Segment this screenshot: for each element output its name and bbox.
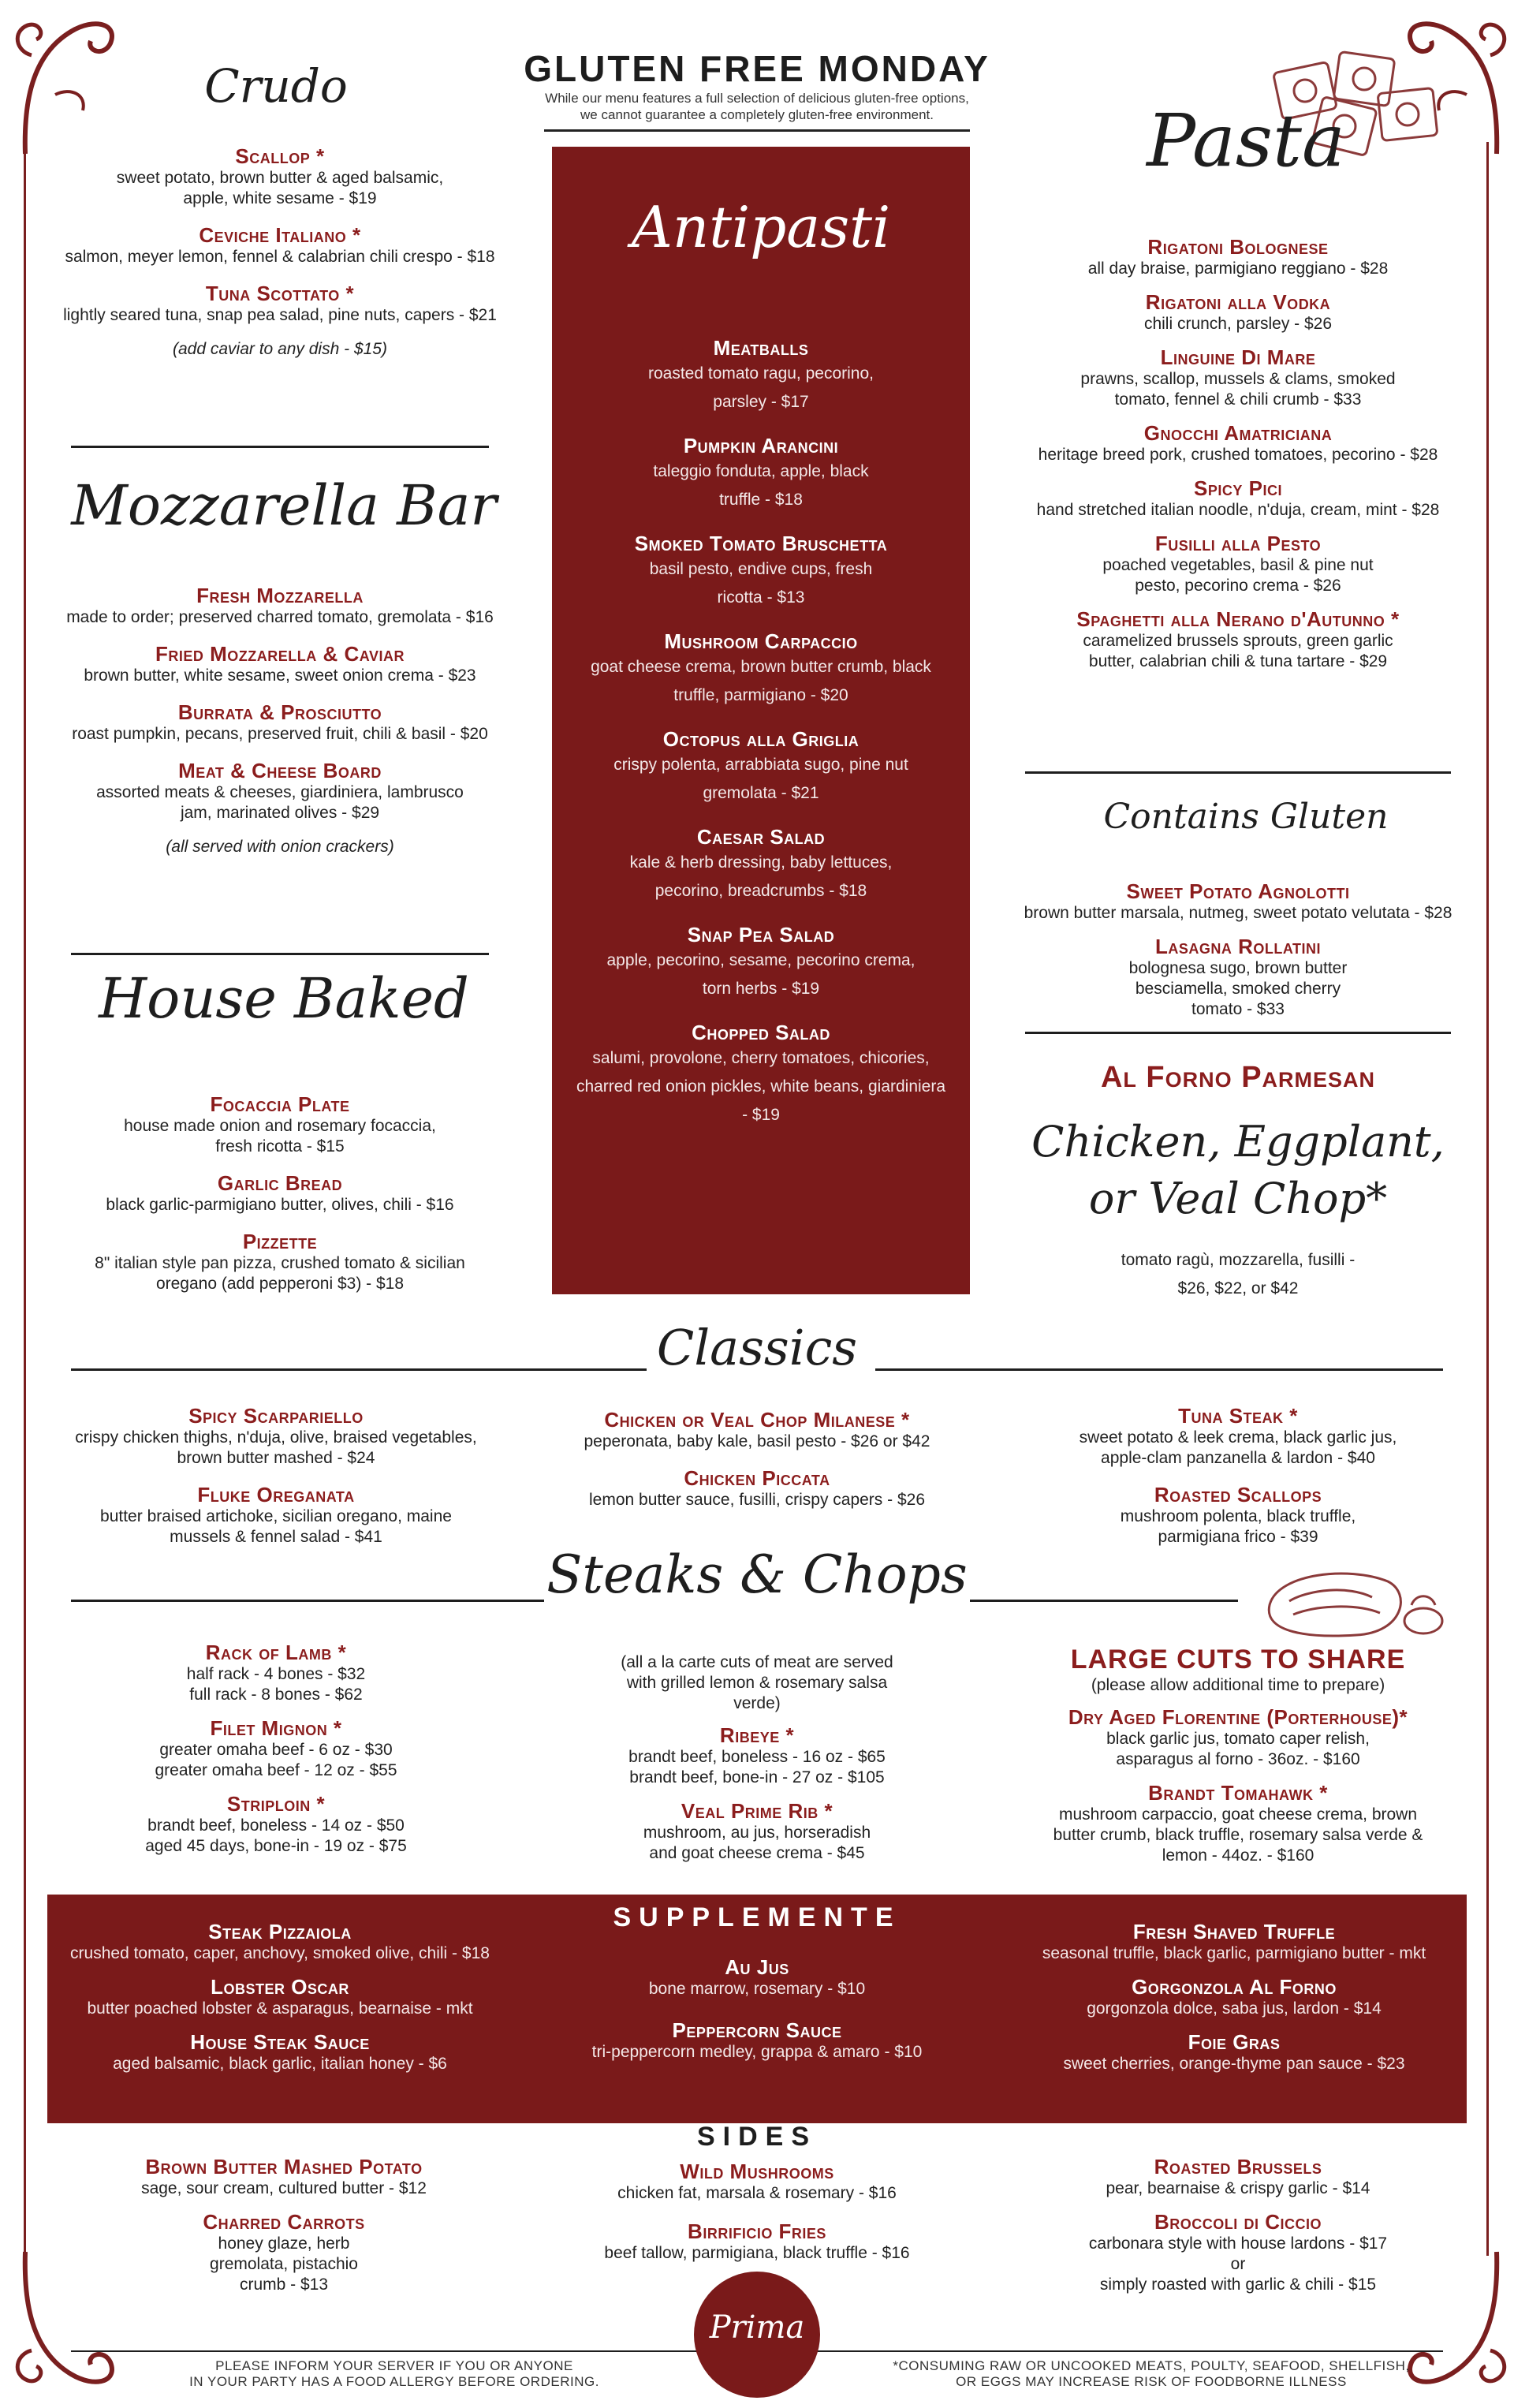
item-desc: brandt beef, boneless - 16 oz - $65 bbox=[628, 1748, 886, 1766]
menu-item bbox=[1001, 1975, 1467, 2019]
item-name: Ribeye * bbox=[719, 1723, 795, 1747]
item-desc: lightly seared tuna, snap pea salad, pine nuts, capers - $21 bbox=[63, 306, 497, 324]
item-name: Peppercorn Sauce bbox=[672, 2018, 842, 2042]
item-desc: sweet cherries, orange-thyme pan sauce - $23 bbox=[1063, 2055, 1405, 2073]
menu-item bbox=[564, 434, 958, 514]
header-rule bbox=[544, 129, 970, 132]
item-name: Rigatoni alla Vodka bbox=[1145, 290, 1331, 314]
menu-item bbox=[564, 825, 958, 905]
menu-item bbox=[1001, 2210, 1475, 2295]
item-name: Rack of Lamb * bbox=[205, 1641, 347, 1664]
steaks-left bbox=[47, 1641, 505, 1871]
house-baked-heading: House Baked bbox=[99, 966, 469, 1031]
menu-item bbox=[35, 584, 524, 628]
item-desc: black garlic jus, tomato caper relish, asparagus al forno - 36oz. - $160 bbox=[1106, 1730, 1370, 1768]
menu-item bbox=[564, 532, 958, 612]
item-name: Roasted Scallops bbox=[1154, 1483, 1322, 1506]
menu-item bbox=[47, 2155, 520, 2199]
gluten-disclaimer-line-2: we cannot guarantee a completely gluten-free environment. bbox=[580, 107, 934, 122]
item-name: Lobster Oscar bbox=[211, 1975, 349, 1999]
item-desc: house made onion and rosemary focaccia, fresh ricotta - $15 bbox=[124, 1117, 436, 1155]
menu-item bbox=[528, 2018, 986, 2063]
al-forno-desc: tomato ragù, mozzarella, fusilli - bbox=[1121, 1251, 1356, 1269]
item-name: Au Jus bbox=[725, 1955, 789, 1979]
item-name: Ceviche Italiano * bbox=[199, 223, 361, 247]
item-name: Lasagna Rollatini bbox=[1154, 935, 1322, 958]
contains-gluten-section bbox=[994, 879, 1482, 1034]
allergy-notice bbox=[150, 2358, 639, 2390]
classics-rule-left bbox=[71, 1368, 647, 1371]
large-cuts-heading: LARGE CUTS TO SHARE bbox=[1070, 1645, 1406, 1674]
item-desc: aged 45 days, bone-in - 19 oz - $75 bbox=[145, 1837, 407, 1855]
item-desc: roast pumpkin, pecans, preserved fruit, chili & basil - $20 bbox=[72, 725, 488, 743]
large-cuts-section bbox=[1001, 1645, 1475, 1880]
item-name: Octopus alla Griglia bbox=[662, 727, 860, 751]
item-desc: full rack - 8 bones - $62 bbox=[189, 1686, 363, 1704]
item-desc: chicken fat, marsala & rosemary - $16 bbox=[617, 2184, 897, 2202]
item-desc: butter braised artichoke, sicilian oregano, maine mussels & fennel salad - $41 bbox=[100, 1507, 452, 1546]
prima-logo bbox=[694, 2272, 820, 2398]
menu-header bbox=[442, 47, 1072, 132]
sides-center bbox=[536, 2160, 978, 2278]
item-name: Fried Mozzarella & Caviar bbox=[155, 642, 405, 666]
page-title: GLUTEN FREE MONDAY bbox=[524, 48, 990, 89]
steak-illustration bbox=[1254, 1558, 1451, 1645]
mozzarella-bar-heading: Mozzarella Bar bbox=[71, 473, 497, 538]
menu-item bbox=[47, 1404, 505, 1469]
left-border bbox=[24, 142, 26, 2256]
item-name: Fusilli alla Pesto bbox=[1154, 532, 1322, 555]
menu-item bbox=[1001, 1705, 1475, 1770]
menu-item bbox=[35, 223, 524, 267]
item-desc: hand stretched italian noodle, n'duja, cream, mint - $28 bbox=[1036, 501, 1440, 519]
steaks-chops-heading: Steaks & Chops bbox=[546, 1544, 968, 1605]
steaks-rule-right bbox=[970, 1600, 1238, 1602]
antipasti-list bbox=[564, 336, 958, 1147]
item-desc: poached vegetables, basil & pine nut pesto, pecorino crema - $26 bbox=[1102, 556, 1374, 595]
menu-item bbox=[1009, 1483, 1467, 1547]
menu-item bbox=[528, 1955, 986, 1999]
crudo-heading: Crudo bbox=[204, 59, 348, 113]
item-desc: gorgonzola dolce, saba jus, lardon - $14 bbox=[1087, 1999, 1382, 2018]
item-desc: roasted tomato ragu, pecorino, parsley - $17 bbox=[647, 364, 874, 411]
menu-item bbox=[35, 642, 524, 686]
item-desc: brown butter marsala, nutmeg, sweet potato velutata - $28 bbox=[1024, 904, 1452, 922]
menu-item bbox=[35, 282, 524, 326]
item-desc: crispy polenta, arrabbiata sugo, pine nut gremolata - $21 bbox=[613, 756, 908, 802]
antipasti-heading: Antipasti bbox=[631, 194, 891, 260]
item-name: Sweet Potato Agnolotti bbox=[1126, 879, 1350, 903]
item-desc: salmon, meyer lemon, fennel & calabrian chili crespo - $18 bbox=[65, 248, 495, 266]
al-forno-script-line-2: or Veal Chop* bbox=[1088, 1174, 1388, 1223]
item-name: Dry Aged Florentine (Porterhouse)* bbox=[1068, 1705, 1408, 1729]
steaks-served-with-note: (all a la carte cuts of meat are served with grilled lemon & rosemary salsa verde) bbox=[621, 1653, 893, 1712]
menu-item bbox=[35, 144, 524, 209]
item-name: Gorgonzola Al Forno bbox=[1132, 1975, 1337, 1999]
allergy-notice-line-2: IN YOUR PARTY HAS A FOOD ALLERGY BEFORE ORDERING. bbox=[189, 2374, 599, 2389]
item-desc: kale & herb dressing, baby lettuces, pecorino, breadcrumbs - $18 bbox=[629, 853, 893, 900]
item-desc: and goat cheese crema - $45 bbox=[649, 1844, 865, 1862]
section-divider bbox=[1025, 1032, 1451, 1034]
menu-item bbox=[536, 1799, 978, 1864]
item-name: Roasted Brussels bbox=[1154, 2155, 1322, 2178]
classics-left bbox=[47, 1404, 505, 1562]
menu-item bbox=[564, 1021, 958, 1129]
item-name: Striploin * bbox=[226, 1792, 326, 1816]
menu-item bbox=[47, 1975, 513, 2019]
allergy-notice-line-1: PLEASE INFORM YOUR SERVER IF YOU OR ANYONE bbox=[215, 2358, 573, 2373]
menu-item bbox=[994, 935, 1482, 1020]
item-desc: sage, sour cream, cultured butter - $12 bbox=[141, 2179, 427, 2197]
menu-item bbox=[994, 345, 1482, 410]
item-name: Scallop * bbox=[235, 144, 325, 168]
antipasti-panel bbox=[552, 147, 970, 1294]
item-desc: taleggio fonduta, apple, black truffle - $18 bbox=[653, 462, 869, 509]
item-name: Broccoli di Ciccio bbox=[1154, 2210, 1322, 2234]
item-name: Tuna Scottato * bbox=[205, 282, 355, 305]
item-name: Spaghetti alla Nerano d'Autunno * bbox=[1076, 607, 1400, 631]
item-desc: all day braise, parmigiano reggiano - $28 bbox=[1087, 259, 1389, 278]
item-desc: lemon butter sauce, fusilli, crispy capers - $26 bbox=[588, 1491, 926, 1509]
menu-item bbox=[564, 923, 958, 1003]
item-desc: brandt beef, bone-in - 27 oz - $105 bbox=[629, 1768, 885, 1786]
gluten-disclaimer-line-1: While our menu features a full selection of delicious gluten-free options, bbox=[545, 91, 969, 106]
item-desc: black garlic-parmigiano butter, olives, chili - $16 bbox=[106, 1196, 454, 1214]
item-name: Burrata & Prosciutto bbox=[177, 700, 382, 724]
al-forno-heading: Al Forno Parmesan bbox=[1100, 1061, 1376, 1094]
supplemente-left bbox=[47, 1920, 513, 2089]
menu-item bbox=[1001, 2030, 1467, 2074]
item-desc: peperonata, baby kale, basil pesto - $26 or $42 bbox=[584, 1432, 930, 1450]
menu-item bbox=[994, 879, 1482, 924]
menu-item bbox=[47, 1483, 505, 1547]
menu-item bbox=[47, 2030, 513, 2074]
menu-item bbox=[536, 1723, 978, 1788]
item-desc: made to order; preserved charred tomato, gremolata - $16 bbox=[66, 608, 494, 626]
supplemente-heading: SUPPLEMENTE bbox=[613, 1902, 901, 1932]
right-border bbox=[1486, 142, 1489, 2256]
item-name: Gnocchi Amatriciana bbox=[1143, 421, 1333, 445]
large-cuts-note: (please allow additional time to prepare) bbox=[1091, 1676, 1385, 1694]
item-name: Rigatoni Bolognese bbox=[1147, 235, 1329, 259]
item-name: Linguine Di Mare bbox=[1160, 345, 1316, 369]
item-name: Spicy Pici bbox=[1194, 476, 1282, 500]
item-name: Garlic Bread bbox=[217, 1171, 343, 1195]
item-desc: tri-peppercorn medley, grappa & amaro - $10 bbox=[591, 2043, 923, 2061]
item-desc: mushroom, au jus, horseradish bbox=[643, 1824, 871, 1842]
house-baked-section bbox=[35, 1092, 524, 1309]
item-desc: heritage breed pork, crushed tomatoes, pecorino - $28 bbox=[1038, 446, 1438, 464]
al-forno-section bbox=[994, 1061, 1482, 1303]
item-name: Fresh Shaved Truffle bbox=[1132, 1920, 1336, 1943]
item-name: Caesar Salad bbox=[696, 825, 826, 849]
item-name: Filet Mignon * bbox=[210, 1716, 342, 1740]
item-desc: honey glaze, herb gremolata, pistachio crumb - $13 bbox=[210, 2234, 358, 2294]
menu-item bbox=[47, 1920, 513, 1964]
menu-item bbox=[536, 2160, 978, 2204]
item-name: Meat & Cheese Board bbox=[178, 759, 382, 782]
menu-item bbox=[564, 727, 958, 808]
item-desc: seasonal truffle, black garlic, parmigiano butter - mkt bbox=[1042, 1944, 1426, 1962]
section-divider bbox=[1025, 771, 1451, 774]
item-desc: carbonara style with house lardons - $17 bbox=[1088, 2234, 1388, 2253]
menu-item bbox=[564, 336, 958, 416]
menu-item bbox=[35, 1171, 524, 1215]
steaks-center bbox=[536, 1652, 978, 1878]
item-desc: brown butter, white sesame, sweet onion crema - $23 bbox=[84, 666, 476, 685]
menu-item bbox=[47, 1641, 505, 1705]
sides-right bbox=[1001, 2155, 1475, 2309]
supplemente-right bbox=[1001, 1920, 1467, 2089]
sides-left bbox=[47, 2155, 520, 2309]
al-forno-script-line-1: Chicken, Eggplant, bbox=[1031, 1117, 1445, 1167]
item-desc: basil pesto, endive cups, fresh ricotta - $13 bbox=[649, 560, 873, 607]
menu-item bbox=[47, 1792, 505, 1857]
item-name: Pizzette bbox=[242, 1230, 318, 1253]
item-desc: salumi, provolone, cherry tomatoes, chicories, charred red onion pickles, white beans, giardiniera - $19 bbox=[576, 1049, 946, 1124]
item-desc: crushed tomato, caper, anchovy, smoked olive, chili - $18 bbox=[70, 1944, 490, 1962]
menu-item bbox=[35, 759, 524, 823]
prima-logo-text: Prima bbox=[709, 2309, 805, 2346]
sides-heading: SIDES bbox=[696, 2122, 818, 2152]
classics-center bbox=[536, 1408, 978, 1525]
item-desc: greater omaha beef - 6 oz - $30 bbox=[159, 1741, 393, 1759]
item-name: Brown Butter Mashed Potato bbox=[145, 2155, 423, 2178]
item-desc: crispy chicken thighs, n'duja, olive, braised vegetables, brown butter mashed - $24 bbox=[75, 1428, 477, 1467]
menu-item bbox=[1001, 1781, 1475, 1866]
item-desc: butter poached lobster & asparagus, bearnaise - mkt bbox=[87, 1999, 473, 2018]
item-desc: aged balsamic, black garlic, italian honey - $6 bbox=[113, 2055, 447, 2073]
item-desc: mushroom carpaccio, goat cheese crema, brown butter crumb, black truffle, rosemary salsa verde & lemon - 44oz. - $160 bbox=[1053, 1805, 1423, 1865]
item-name: Tuna Steak * bbox=[1178, 1404, 1298, 1428]
item-desc: pear, bearnaise & crispy garlic - $14 bbox=[1106, 2179, 1370, 2197]
item-name: Steak Pizzaiola bbox=[208, 1920, 352, 1943]
item-name: Fresh Mozzarella bbox=[196, 584, 364, 607]
item-name: Veal Prime Rib * bbox=[681, 1799, 833, 1823]
item-desc: prawns, scallop, mussels & clams, smoked tomato, fennel & chili crumb - $33 bbox=[1080, 370, 1396, 409]
menu-item bbox=[994, 607, 1482, 672]
item-desc: caramelized brussels sprouts, green garlic butter, calabrian chili & tuna tartare - $29 bbox=[1083, 632, 1393, 670]
item-desc: sweet potato, brown butter & aged balsamic, apple, white sesame - $19 bbox=[116, 169, 444, 207]
item-desc: 8" italian style pan pizza, crushed tomato & sicilian oregano (add pepperoni $3) - $18 bbox=[95, 1254, 465, 1293]
menu-item bbox=[47, 2210, 520, 2295]
item-name: Birrificio Fries bbox=[688, 2219, 826, 2243]
item-name: Chicken Piccata bbox=[684, 1466, 830, 1490]
section-divider bbox=[71, 953, 489, 955]
menu-item bbox=[994, 290, 1482, 334]
item-name: Foie Gras bbox=[1188, 2030, 1281, 2054]
item-name: Wild Mushrooms bbox=[680, 2160, 834, 2183]
steaks-rule-left bbox=[71, 1600, 544, 1602]
caviar-note: (add caviar to any dish - $15) bbox=[173, 340, 387, 358]
raw-food-warning-line-2: OR EGGS MAY INCREASE RISK OF FOODBORNE ILLNESS bbox=[956, 2374, 1347, 2389]
menu-item bbox=[35, 1092, 524, 1157]
item-desc: beef tallow, parmigiana, black truffle - $16 bbox=[604, 2244, 910, 2262]
item-desc: simply roasted with garlic & chili - $15 bbox=[1099, 2275, 1377, 2294]
menu-item bbox=[994, 476, 1482, 521]
item-name: Chicken or Veal Chop Milanese * bbox=[604, 1408, 910, 1432]
contains-gluten-heading: Contains Gluten bbox=[1103, 797, 1389, 837]
item-name: Snap Pea Salad bbox=[687, 923, 835, 946]
menu-item bbox=[564, 629, 958, 710]
menu-item bbox=[1001, 1920, 1467, 1964]
item-name: Meatballs bbox=[713, 336, 809, 360]
item-desc: assorted meats & cheeses, giardiniera, lambrusco jam, marinated olives - $29 bbox=[96, 783, 464, 822]
item-desc: brandt beef, boneless - 14 oz - $50 bbox=[147, 1816, 405, 1835]
mozzarella-section bbox=[35, 584, 524, 857]
item-name: Mushroom Carpaccio bbox=[664, 629, 858, 653]
menu-item bbox=[994, 421, 1482, 465]
item-desc: half rack - 4 bones - $32 bbox=[186, 1665, 366, 1683]
item-desc: greater omaha beef - 12 oz - $55 bbox=[155, 1761, 397, 1779]
pasta-section bbox=[994, 235, 1482, 683]
item-desc: bone marrow, rosemary - $10 bbox=[648, 1980, 866, 1998]
pasta-heading: Pasta bbox=[1147, 99, 1345, 183]
crudo-section bbox=[35, 144, 524, 359]
item-name: Charred Carrots bbox=[203, 2210, 365, 2234]
classics-right bbox=[1009, 1404, 1467, 1562]
menu-item bbox=[536, 1466, 978, 1510]
item-name: Spicy Scarpariello bbox=[188, 1404, 364, 1428]
item-desc: apple, pecorino, sesame, pecorino crema, torn herbs - $19 bbox=[606, 951, 915, 998]
al-forno-prices: $26, $22, or $42 bbox=[1177, 1279, 1299, 1297]
item-desc: goat cheese crema, brown butter crumb, black truffle, parmigiano - $20 bbox=[591, 658, 931, 704]
top-left-swirl-ornament bbox=[8, 8, 126, 158]
item-desc: sweet potato & leek crema, black garlic jus, apple-clam panzanella & lardon - $40 bbox=[1079, 1428, 1397, 1467]
item-name: Chopped Salad bbox=[692, 1021, 830, 1044]
menu-item bbox=[994, 235, 1482, 279]
classics-heading: Classics bbox=[656, 1319, 858, 1376]
menu-item bbox=[1009, 1404, 1467, 1469]
menu-item bbox=[35, 1230, 524, 1294]
menu-item bbox=[1001, 2155, 1475, 2199]
item-desc: chili crunch, parsley - $26 bbox=[1143, 315, 1333, 333]
item-desc: bolognesa sugo, brown butter besciamella, smoked cherry tomato - $33 bbox=[1128, 959, 1348, 1018]
item-name: Pumpkin Arancini bbox=[683, 434, 839, 457]
raw-food-warning bbox=[867, 2358, 1435, 2390]
menu-item bbox=[47, 1716, 505, 1781]
menu-item bbox=[536, 2219, 978, 2264]
item-name: Smoked Tomato Bruschetta bbox=[634, 532, 888, 555]
item-name: Fluke Oreganata bbox=[197, 1483, 355, 1506]
item-desc-or: or bbox=[1230, 2255, 1246, 2273]
classics-rule-right bbox=[875, 1368, 1443, 1371]
raw-food-warning-line-1: *CONSUMING RAW OR UNCOOKED MEATS, POULTY, SEAFOOD, SHELLFISH, bbox=[893, 2358, 1410, 2373]
item-desc: mushroom polenta, black truffle, parmigiana frico - $39 bbox=[1120, 1507, 1356, 1546]
menu-item bbox=[35, 700, 524, 745]
supplemente-panel bbox=[47, 1895, 1467, 2123]
item-name: House Steak Sauce bbox=[190, 2030, 370, 2054]
section-divider bbox=[71, 446, 489, 448]
item-name: Brandt Tomahawk * bbox=[1148, 1781, 1328, 1805]
onion-crackers-note: (all served with onion crackers) bbox=[166, 838, 394, 856]
supplemente-center bbox=[528, 1902, 986, 2077]
menu-item bbox=[536, 1408, 978, 1452]
item-name: Focaccia Plate bbox=[210, 1092, 350, 1116]
menu-item bbox=[994, 532, 1482, 596]
